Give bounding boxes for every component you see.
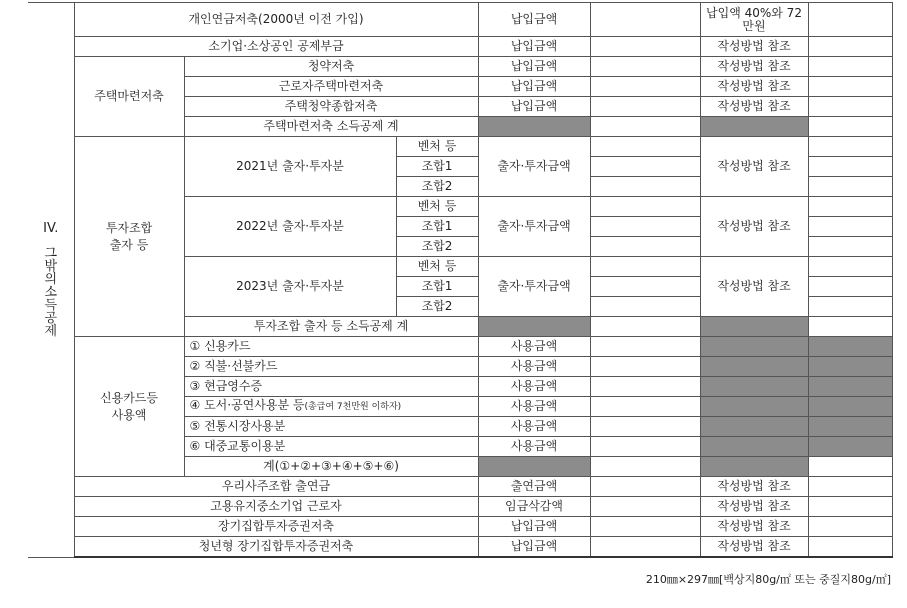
shaded-cell xyxy=(700,417,808,437)
total-label: 계(①+②+③+④+⑤+⑥) xyxy=(184,457,478,477)
amount-input[interactable] xyxy=(590,397,700,417)
amount-input[interactable] xyxy=(590,257,700,277)
deduction-input[interactable] xyxy=(808,137,892,157)
sub-label: 조합1 xyxy=(396,157,478,177)
amount-input[interactable] xyxy=(590,137,700,157)
card-item-label: ② 직불·선불카드 xyxy=(184,357,478,377)
shaded-cell xyxy=(808,417,892,437)
amount-input[interactable] xyxy=(590,317,700,337)
amount-input[interactable] xyxy=(590,37,700,57)
basis-cell: 사용금액 xyxy=(478,397,590,417)
total-label: 투자조합 출자 등 소득공제 계 xyxy=(184,317,478,337)
amount-input[interactable] xyxy=(590,97,700,117)
card-item-label: ① 신용카드 xyxy=(184,337,478,357)
sub-label: 벤처 등 xyxy=(396,257,478,277)
deduction-input[interactable] xyxy=(808,317,892,337)
amount-input[interactable] xyxy=(590,337,700,357)
group-label-invest xyxy=(74,137,184,337)
amount-input[interactable] xyxy=(590,57,700,77)
shaded-cell xyxy=(700,117,808,137)
amount-input[interactable] xyxy=(590,157,700,177)
total-label: 주택마련저축 소득공제 계 xyxy=(184,117,478,137)
year-label: 2022년 출자·투자분 xyxy=(184,197,396,257)
basis-cell: 사용금액 xyxy=(478,357,590,377)
amount-input[interactable] xyxy=(590,117,700,137)
card-item-text: ④ 도서·공연사용분 등 xyxy=(189,398,305,412)
deduction-input[interactable] xyxy=(808,37,892,57)
shaded-cell xyxy=(700,437,808,457)
section-label xyxy=(28,3,74,558)
deduction-input[interactable] xyxy=(808,457,892,477)
deduction-input[interactable] xyxy=(808,497,892,517)
group-label-text: 신용카드등 사용액 xyxy=(100,390,158,422)
shaded-cell xyxy=(808,397,892,417)
amount-input[interactable] xyxy=(590,177,700,197)
limit-cell: 작성방법 참조 xyxy=(700,77,808,97)
shaded-cell xyxy=(808,377,892,397)
section-number: IV. xyxy=(43,220,59,236)
amount-input[interactable] xyxy=(590,517,700,537)
basis-cell: 사용금액 xyxy=(478,337,590,357)
amount-input[interactable] xyxy=(590,197,700,217)
amount-input[interactable] xyxy=(590,277,700,297)
deduction-input[interactable] xyxy=(808,217,892,237)
shaded-cell xyxy=(808,357,892,377)
basis-cell: 임금삭감액 xyxy=(478,497,590,517)
amount-input[interactable] xyxy=(590,417,700,437)
sub-label: 벤처 등 xyxy=(396,137,478,157)
basis-cell: 납입금액 xyxy=(478,37,590,57)
deduction-input[interactable] xyxy=(808,257,892,277)
sub-label: 조합1 xyxy=(396,277,478,297)
limit-cell: 납입액 40%와 72만원 xyxy=(700,3,808,37)
deduction-input[interactable] xyxy=(808,477,892,497)
card-item-label xyxy=(184,397,478,417)
amount-input[interactable] xyxy=(590,377,700,397)
basis-cell: 납입금액 xyxy=(478,97,590,117)
card-item-label: ⑤ 전통시장사용분 xyxy=(184,417,478,437)
limit-cell: 작성방법 참조 xyxy=(700,537,808,558)
sub-label: 조합2 xyxy=(396,237,478,257)
card-item-label: ⑥ 대중교통이용분 xyxy=(184,437,478,457)
row-label: 청약저축 xyxy=(184,57,478,77)
card-item-note: (총급여 7천만원 이하자) xyxy=(304,402,402,412)
amount-input[interactable] xyxy=(590,3,700,37)
basis-cell: 출자·투자금액 xyxy=(478,197,590,257)
amount-input[interactable] xyxy=(590,537,700,558)
section-char: 공 xyxy=(44,310,58,326)
group-label-card xyxy=(74,337,184,477)
section-char: 의 xyxy=(44,271,58,287)
deduction-input[interactable] xyxy=(808,237,892,257)
deduction-input[interactable] xyxy=(808,517,892,537)
amount-input[interactable] xyxy=(590,457,700,477)
row-label: 근로자주택마련저축 xyxy=(184,77,478,97)
amount-input[interactable] xyxy=(590,357,700,377)
deduction-input[interactable] xyxy=(808,197,892,217)
basis-cell: 납입금액 xyxy=(478,57,590,77)
shaded-cell xyxy=(700,317,808,337)
limit-cell: 작성방법 참조 xyxy=(700,37,808,57)
limit-cell: 작성방법 참조 xyxy=(700,497,808,517)
shaded-cell xyxy=(700,457,808,477)
section-char: 제 xyxy=(44,323,58,339)
deduction-input[interactable] xyxy=(808,157,892,177)
shaded-cell xyxy=(478,457,590,477)
basis-cell: 납입금액 xyxy=(478,537,590,558)
row-label: 개인연금저축(2000년 이전 가입) xyxy=(74,3,478,37)
limit-cell: 작성방법 참조 xyxy=(700,517,808,537)
amount-input[interactable] xyxy=(590,437,700,457)
row-label: 청년형 장기집합투자증권저축 xyxy=(74,537,478,558)
shaded-cell xyxy=(808,437,892,457)
sub-label: 벤처 등 xyxy=(396,197,478,217)
row-label: 고용유지중소기업 근로자 xyxy=(74,497,478,517)
limit-cell: 작성방법 참조 xyxy=(700,97,808,117)
basis-cell: 출자·투자금액 xyxy=(478,137,590,197)
year-label: 2023년 출자·투자분 xyxy=(184,257,396,317)
basis-cell: 출자·투자금액 xyxy=(478,257,590,317)
limit-cell: 작성방법 참조 xyxy=(700,57,808,77)
basis-cell: 사용금액 xyxy=(478,437,590,457)
shaded-cell xyxy=(700,377,808,397)
deduction-input[interactable] xyxy=(808,537,892,558)
deduction-input[interactable] xyxy=(808,77,892,97)
section-char: 득 xyxy=(44,297,58,313)
group-label-housing: 주택마련저축 xyxy=(74,57,184,137)
deduction-input[interactable] xyxy=(808,3,892,37)
deduction-input[interactable] xyxy=(808,117,892,137)
card-item-label: ③ 현금영수증 xyxy=(184,377,478,397)
shaded-cell xyxy=(808,337,892,357)
shaded-cell xyxy=(700,357,808,377)
section-char: 그 xyxy=(44,245,58,261)
row-label: 우리사주조합 출연금 xyxy=(74,477,478,497)
limit-cell: 작성방법 참조 xyxy=(700,257,808,317)
year-label: 2021년 출자·투자분 xyxy=(184,137,396,197)
deduction-form-table xyxy=(28,2,893,558)
deduction-input[interactable] xyxy=(808,277,892,297)
deduction-input[interactable] xyxy=(808,297,892,317)
deduction-input[interactable] xyxy=(808,57,892,77)
basis-cell: 납입금액 xyxy=(478,3,590,37)
basis-cell: 납입금액 xyxy=(478,77,590,97)
sub-label: 조합1 xyxy=(396,217,478,237)
amount-input[interactable] xyxy=(590,77,700,97)
amount-input[interactable] xyxy=(590,217,700,237)
row-label: 장기집합투자증권저축 xyxy=(74,517,478,537)
basis-cell: 사용금액 xyxy=(478,417,590,437)
section-char: 밖 xyxy=(44,258,58,274)
row-label: 소기업·소상공인 공제부금 xyxy=(74,37,478,57)
paper-spec-footer: 210㎜×297㎜[백상지80g/㎡ 또는 중질지80g/㎡] xyxy=(645,573,891,586)
shaded-cell xyxy=(478,117,590,137)
shaded-cell xyxy=(700,337,808,357)
sub-label: 조합2 xyxy=(396,297,478,317)
amount-input[interactable] xyxy=(590,297,700,317)
section-char: 소 xyxy=(44,284,58,300)
basis-cell: 납입금액 xyxy=(478,517,590,537)
amount-input[interactable] xyxy=(590,477,700,497)
shaded-cell xyxy=(478,317,590,337)
limit-cell: 작성방법 참조 xyxy=(700,137,808,197)
deduction-input[interactable] xyxy=(808,97,892,117)
basis-cell: 출연금액 xyxy=(478,477,590,497)
group-label-text: 투자조합 출자 등 xyxy=(105,220,153,252)
limit-cell: 작성방법 참조 xyxy=(700,477,808,497)
sub-label: 조합2 xyxy=(396,177,478,197)
deduction-input[interactable] xyxy=(808,177,892,197)
amount-input[interactable] xyxy=(590,497,700,517)
row-label: 주택청약종합저축 xyxy=(184,97,478,117)
basis-cell: 사용금액 xyxy=(478,377,590,397)
shaded-cell xyxy=(700,397,808,417)
amount-input[interactable] xyxy=(590,237,700,257)
limit-cell: 작성방법 참조 xyxy=(700,197,808,257)
